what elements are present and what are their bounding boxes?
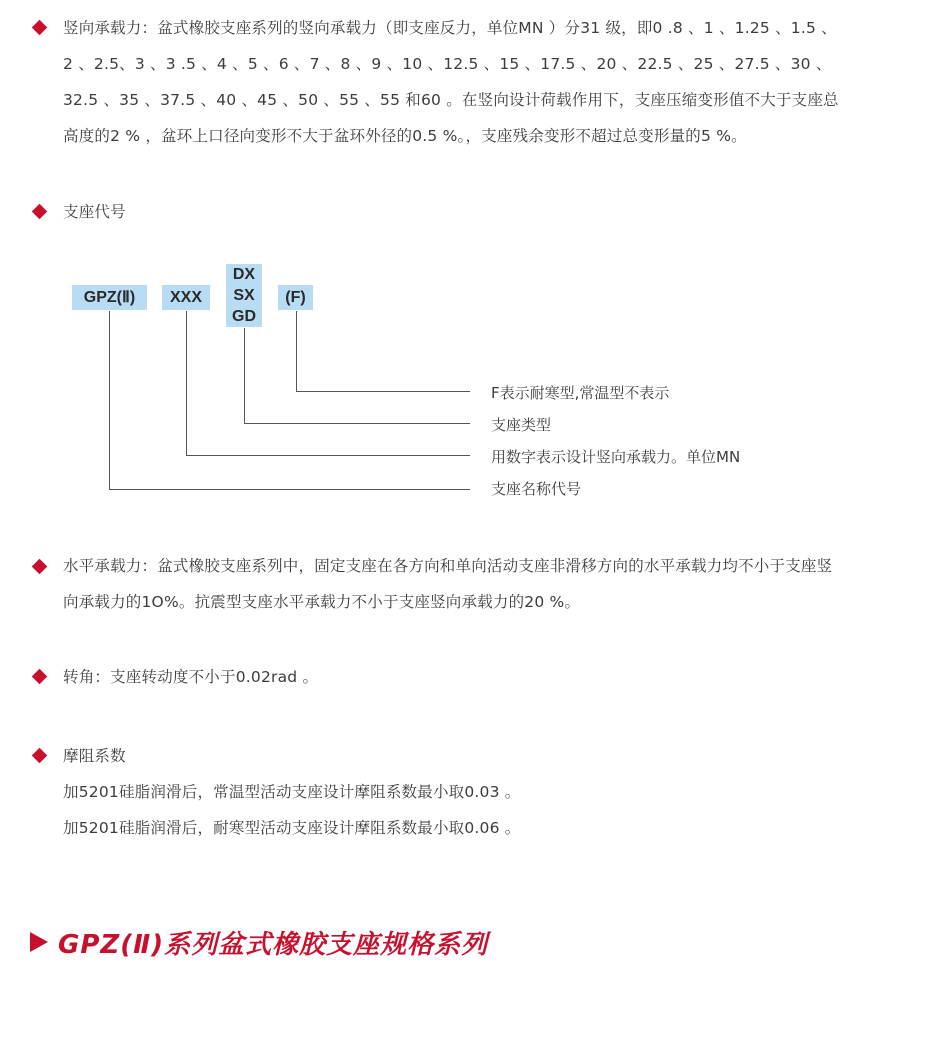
connector-gpz-horizontal	[109, 489, 470, 490]
vertical-load-line: 竖向承载力：盆式橡胶支座系列的竖向承载力（即支座反力，单位MN ）分31 级，即0 .8 、1 、1.25 、1.5 、	[63, 19, 837, 37]
friction-heading: 摩阻系数	[63, 747, 126, 765]
bullet-diamond-icon	[32, 748, 48, 764]
code-type-dx: DX	[232, 266, 256, 283]
connector-f-horizontal	[296, 391, 470, 392]
connector-f-vertical	[296, 311, 297, 392]
vertical-load-line: 高度的2 % ，盆环上口径向变形不大于盆环外径的0.5 %。，支座残余变形不超过总变形量的5 %。	[63, 127, 747, 145]
connector-type-vertical	[244, 328, 245, 424]
arrow-right-icon	[30, 932, 48, 952]
horizontal-load-paragraph	[63, 548, 832, 620]
code-heading: 支座代号	[63, 203, 126, 221]
bullet-diamond-icon	[32, 559, 48, 575]
horizontal-load-line: 水平承载力：盆式橡胶支座系列中，固定支座在各方向和单向活动支座非滑移方向的水平承载力均不小于支座竖	[63, 557, 833, 575]
label-load: 用数字表示设计竖向承载力。单位MN	[491, 448, 741, 466]
code-type-gd: GD	[232, 308, 256, 325]
bullet-diamond-icon	[32, 204, 48, 220]
rotation-paragraph: 转角：支座转动度不小于0.02rad 。	[63, 668, 319, 686]
code-box-type	[226, 264, 262, 327]
connector-gpz-vertical	[109, 311, 110, 490]
label-name: 支座名称代号	[491, 480, 582, 498]
bullet-diamond-icon	[32, 20, 48, 36]
code-box-xxx: XXX	[162, 285, 210, 310]
code-type-sx: SX	[233, 287, 255, 304]
vertical-load-line: 2 、2.5、3 、3 .5 、4 、5 、6 、7 、8 、9 、10 、12.5 、15 、17.5 、20 、22.5 、25 、27.5 、30 、	[63, 55, 832, 73]
friction-paragraph	[63, 774, 521, 846]
horizontal-load-line: 向承载力的1O%。抗震型支座水平承载力不小于支座竖向承载力的20 %。	[63, 593, 581, 611]
section-title-text: GPZ(Ⅱ)系列盆式橡胶支座规格系列	[58, 929, 489, 960]
section-title	[30, 920, 488, 964]
label-f: F表示耐寒型,常温型不表示	[491, 384, 670, 402]
code-box-gpz: GPZ(Ⅱ)	[72, 285, 147, 310]
connector-xxx-vertical	[186, 311, 187, 456]
bullet-diamond-icon	[32, 669, 48, 685]
friction-line: 加5201硅脂润滑后，常温型活动支座设计摩阻系数最小取0.03 。	[63, 783, 521, 801]
friction-line: 加5201硅脂润滑后，耐寒型活动支座设计摩阻系数最小取0.06 。	[63, 819, 521, 837]
vertical-load-line: 32.5 、35 、37.5 、40 、45 、50 、55 、55 和60 。在竖向设计荷载作用下，支座压缩变形值不大于支座总	[63, 91, 839, 109]
vertical-load-paragraph	[63, 10, 839, 154]
code-box-f: (F)	[278, 285, 313, 310]
label-type: 支座类型	[491, 416, 552, 434]
connector-type-horizontal	[244, 423, 470, 424]
connector-xxx-horizontal	[186, 455, 470, 456]
